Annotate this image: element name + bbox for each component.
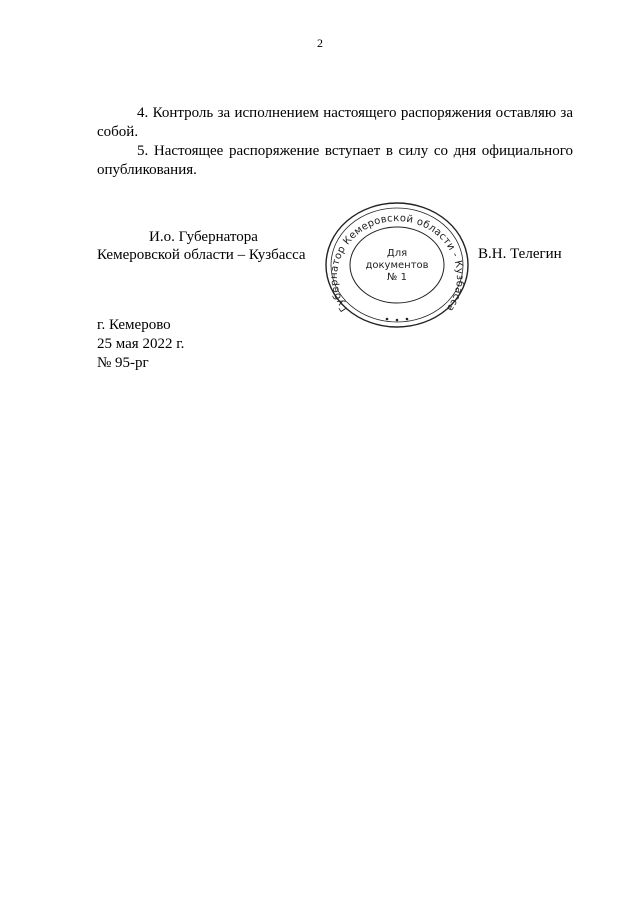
footer-document-number: № 95-рг [97, 355, 149, 371]
signer-name: В.Н. Телегин [478, 246, 562, 262]
signature-position-line2: Кемеровской области – Кузбасса [97, 247, 306, 263]
stamp-center-line1: Для [386, 248, 408, 259]
stamp-center-line2: документов [365, 260, 429, 271]
document-footer [97, 316, 184, 373]
footer-city: г. Кемерово [97, 317, 171, 333]
paragraph-item-4: 4. Контроль за исполнением настоящего распоряжения оставляю за собой. [97, 105, 573, 140]
stamp-ring-text: Губернатор Кемеровской области - Кузбасса [328, 213, 466, 314]
stamp-center-line3: № 1 [387, 272, 407, 283]
footer-date: 25 мая 2022 г. [97, 336, 185, 352]
document-body [97, 104, 573, 180]
page-number: 2 [317, 36, 323, 50]
stamp-seal-icon [323, 200, 471, 330]
paragraph-item-5: 5. Настоящее распоряжение вступает в силу со дня официального опубликования. [97, 143, 573, 178]
official-stamp [323, 200, 471, 330]
signature-position-line1: И.о. Губернатора [149, 229, 258, 245]
